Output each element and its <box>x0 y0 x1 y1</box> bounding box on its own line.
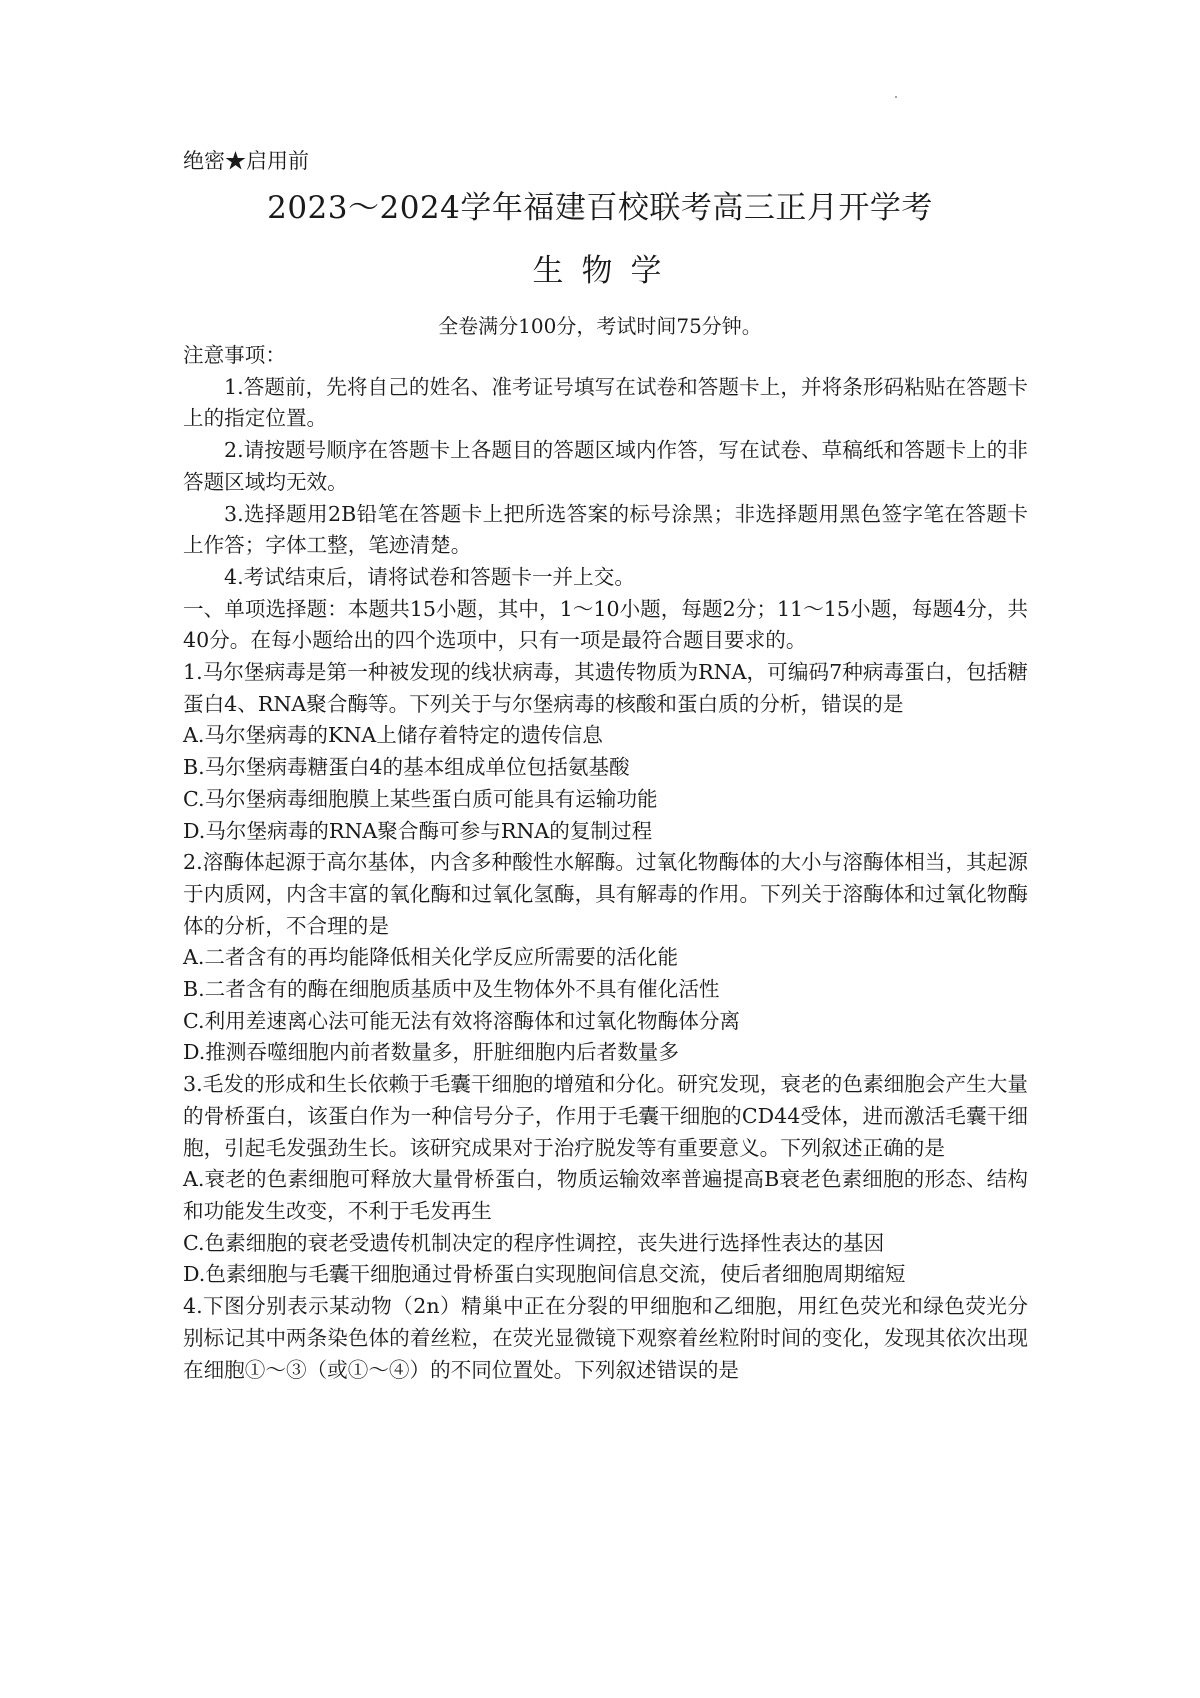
question-option: B.马尔堡病毒糖蛋白4的基本组成单位包括氨基酸 <box>183 755 630 780</box>
confidential-label: 绝密★启用前 <box>183 149 309 173</box>
question-option: A.马尔堡病毒的KNA上储存着特定的遗传信息 <box>183 723 603 748</box>
question-option: B.二者含有的酶在细胞质基质中及生物体外不具有催化活性 <box>183 977 720 1002</box>
notice-item: 2.请按题号顺序在答题卡上各题目的答题区域内作答，写在试卷、草稿纸和答题卡上的非答题区域均无效。 <box>183 438 1028 494</box>
question-stem: 3.毛发的形成和生长依赖于毛囊干细胞的增殖和分化。研究发现，衰老的色素细胞会产生大量的骨桥蛋白，该蛋白作为一种信号分子，作用于毛囊干细胞的CD44受体，进而激活毛囊干细胞，引起毛发强劲生长。该研究成果对于治疗脱发等有重要意义。下列叙述正确的是 <box>183 1072 1028 1160</box>
notice-heading: 注意事项： <box>183 343 286 367</box>
notice-item: 1.答题前，先将自己的姓名、准考证号填写在试卷和答题卡上，并将条形码粘贴在答题卡上的指定位置。 <box>183 374 1028 431</box>
question-stem: 4.下图分别表示某动物（2n）精巢中正在分裂的甲细胞和乙细胞，用红色荧光和绿色荧光分别标记其中两条染色体的着丝粒，在荧光显微镜下观察着丝粒附时间的变化，发现其依次出现在细胞①～③（或①～④）的不同位置处。下列叙述错误的是 <box>183 1294 1028 1382</box>
subject-title: 生物学 <box>532 253 680 289</box>
question-option: D.马尔堡病毒的RNA聚合酶可参与RNA的复制过程 <box>183 818 653 843</box>
exam-content <box>183 340 1028 1386</box>
question-option: D.色素细胞与毛囊干细胞通过骨桥蛋白实现胞间信息交流，使后者细胞周期缩短 <box>183 1262 906 1287</box>
scan-speck <box>895 96 897 98</box>
exam-title: 2023～2024学年福建百校联考高三正月开学考 <box>267 190 933 226</box>
question-option: A.衰老的色素细胞可释放大量骨桥蛋白，物质运输效率普遍提高B衰老色素细胞的形态、结构和功能发生改变，不利于毛发再生 <box>183 1167 1028 1223</box>
question-option: C.利用差速离心法可能无法有效将溶酶体和过氧化物酶体分离 <box>183 1008 741 1033</box>
notice-item: 4.考试结束后，请将试卷和答题卡一并上交。 <box>224 564 635 589</box>
section-intro: 一、单项选择题：本题共15小题，其中，1～10小题，每题2分；11～15小题，每题4分，共40分。在每小题给出的四个选项中，只有一项是最符合题目要求的。 <box>183 596 1028 653</box>
question-stem: 2.溶酶体起源于高尔基体，内含多种酸性水解酶。过氧化物酶体的大小与溶酶体相当，其起源于内质网，内含丰富的氧化酶和过氧化氢酶，具有解毒的作用。下列关于溶酶体和过氧化物酶体的分析，不合理的是 <box>183 850 1028 938</box>
score-time-line: 全卷满分100分，考试时间75分钟。 <box>438 314 762 338</box>
question-option: D.推测吞噬细胞内前者数量多，肝脏细胞内后者数量多 <box>183 1040 679 1065</box>
question-option: C.色素细胞的衰老受遗传机制决定的程序性调控，丧失进行选择性表达的基因 <box>183 1230 885 1255</box>
question-stem: 1.马尔堡病毒是第一种被发现的线状病毒，其遗传物质为RNA，可编码7种病毒蛋白，包括糖蛋白4、RNA聚合酶等。下列关于与尔堡病毒的核酸和蛋白质的分析，错误的是 <box>183 660 1028 716</box>
question-option: A.二者含有的再均能降低相关化学反应所需要的活化能 <box>183 945 679 970</box>
question-option: C.马尔堡病毒细胞膜上某些蛋白质可能具有运输功能 <box>183 786 658 811</box>
notice-item: 3.选择题用2B铅笔在答题卡上把所选答案的标号涂黑；非选择题用黑色签字笔在答题卡上作答；字体工整，笔迹清楚。 <box>183 501 1028 558</box>
